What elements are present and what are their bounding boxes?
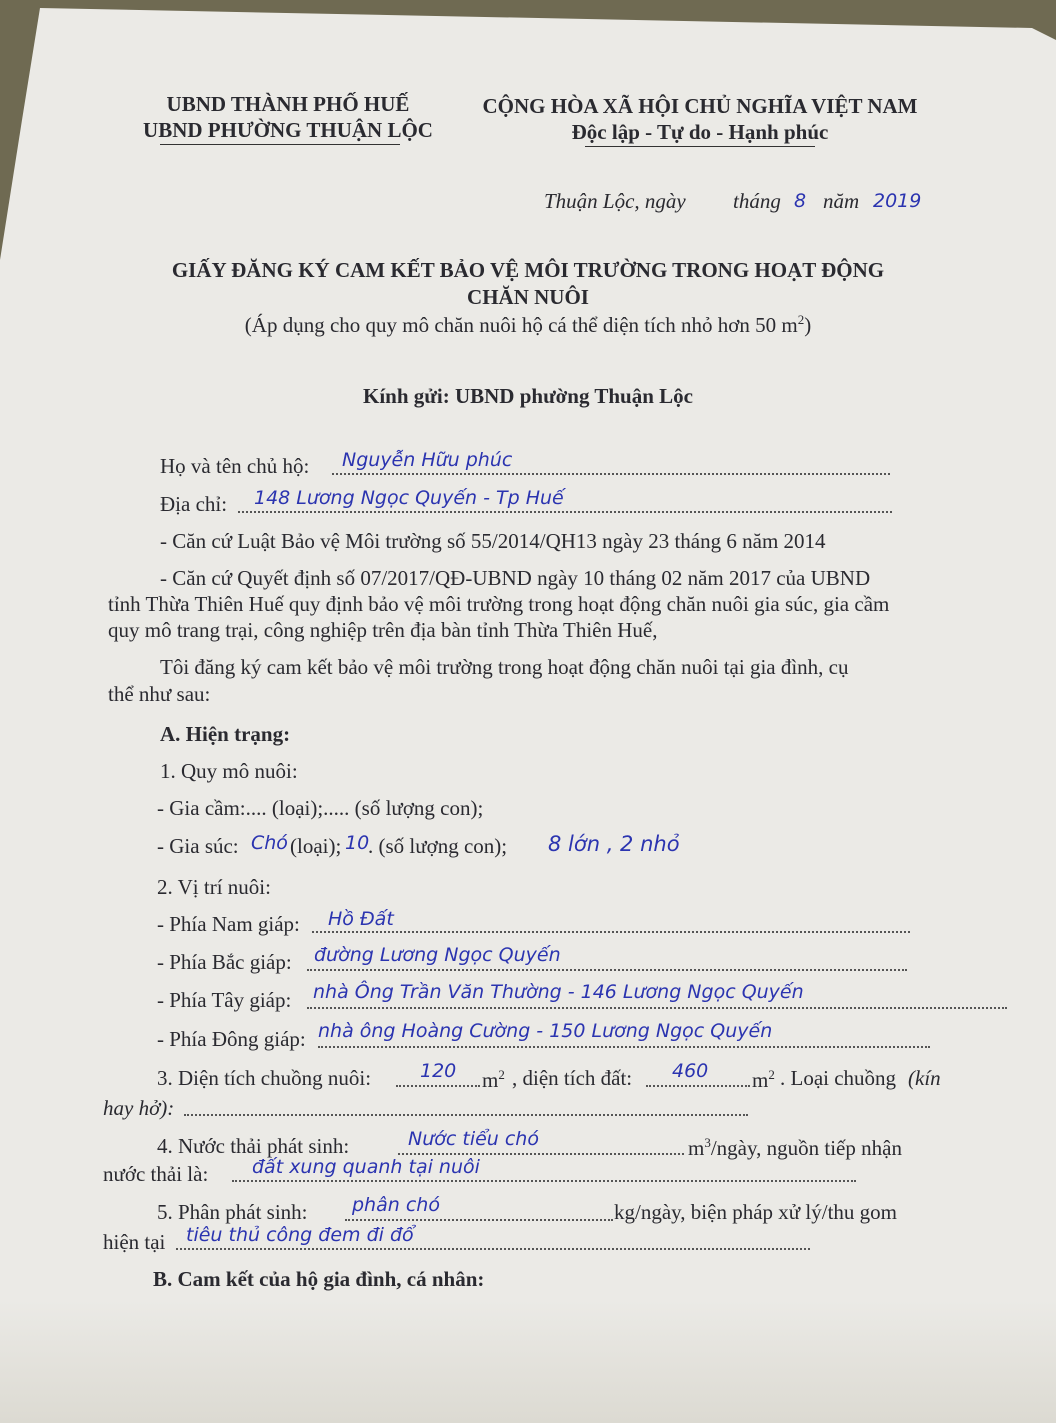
owner-name-label: Họ và tên chủ hộ: <box>160 454 310 478</box>
wastewater-unit: $m^3$/ngày, nguồn tiếp nhận <box>688 1135 902 1160</box>
land-area-dots <box>646 1085 750 1087</box>
west-border-value: nhà Ông Trần Văn Thường - 146 Lương Ngọc Quyến <box>313 981 804 1003</box>
east-border-value: nhà ông Hoàng Cường - 150 Lương Ngọc Quyến <box>318 1020 773 1042</box>
agency-name-city: UBND THÀNH PHỐ HUẾ <box>166 92 410 116</box>
livestock-note: 8 lớn , 2 nhỏ <box>548 832 680 856</box>
date-month-label: tháng <box>733 189 781 213</box>
wastewater-value: Nước tiểu chó <box>408 1128 539 1150</box>
west-border-label: - Phía Tây giáp: <box>157 988 292 1012</box>
date-month-value: 8 <box>794 190 807 212</box>
wastewater-receiver-dots <box>232 1180 856 1182</box>
legal-basis-2-line1: - Căn cứ Quyết định số 07/2017/QĐ-UBND ngày 10 tháng 02 năm 2017 của UBND <box>160 566 871 590</box>
west-border-dots <box>307 1007 1007 1009</box>
livestock-count-value: 10 <box>345 832 370 854</box>
north-border-dots <box>307 969 907 971</box>
manure-dots <box>345 1219 613 1221</box>
commitment-line1: Tôi đăng ký cam kết bảo vệ môi trường trong hoạt động chăn nuôi tại gia đình, cụ <box>160 655 849 679</box>
agency-underline <box>160 144 400 145</box>
date-year-value: 2019 <box>873 190 922 212</box>
land-area-unit: $m^2$ <box>752 1067 775 1092</box>
motto-underline <box>585 146 815 147</box>
scale-heading: 1. Quy mô nuôi: <box>160 759 298 783</box>
barn-type-label: . Loại chuồng <box>780 1066 897 1090</box>
commitment-line2: thể như sau: <box>108 682 211 706</box>
wastewater-receiver-label: nước thải là: <box>103 1162 209 1186</box>
livestock-type-suffix: (loại); <box>290 834 342 858</box>
livestock-count-suffix: . (số lượng con); <box>368 834 508 858</box>
manure-treatment-label: hiện tại <box>103 1230 166 1254</box>
form-title-line1: GIẤY ĐĂNG KÝ CAM KẾT BẢO VỆ MÔI TRƯỜNG TRONG HOẠT ĐỘNG <box>171 258 885 282</box>
legal-basis-2-line2: tỉnh Thừa Thiên Huế quy định bảo vệ môi trường trong hoạt động chăn nuôi gia súc, gia cầm <box>108 592 890 616</box>
wastewater-dots <box>398 1153 684 1155</box>
owner-address-value: 148 Lương Ngọc Quyến - Tp Huế <box>254 487 564 509</box>
barn-type-open-paren: (kín <box>908 1066 941 1090</box>
barn-area-value: 120 <box>420 1060 457 1082</box>
manure-treatment-value: tiêu thủ công đem đi đổ <box>186 1224 414 1246</box>
barn-area-dots <box>396 1085 480 1087</box>
manure-treatment-dots <box>176 1248 810 1250</box>
barn-type-line2: hay hở): <box>103 1096 175 1120</box>
date-place: Thuận Lộc, ngày <box>544 189 686 213</box>
date-year-label: năm <box>823 189 860 213</box>
manure-label: 5. Phân phát sinh: <box>157 1200 308 1224</box>
north-border-label: - Phía Bắc giáp: <box>157 950 292 974</box>
location-heading: 2. Vị trí nuôi: <box>157 875 271 899</box>
wastewater-label: 4. Nước thải phát sinh: <box>157 1134 350 1158</box>
barn-area-unit: $m^2$ <box>482 1067 505 1092</box>
legal-basis-1: - Căn cứ Luật Bảo vệ Môi trường số 55/2014/QH13 ngày 23 tháng 6 năm 2014 <box>160 529 826 553</box>
owner-name-value: Nguyễn Hữu phúc <box>342 449 513 471</box>
owner-name-dots <box>332 473 890 475</box>
south-border-dots <box>312 931 910 933</box>
recipient-line: Kính gửi: UBND phường Thuận Lộc <box>363 384 693 408</box>
poultry-line: - Gia cầm:.... (loại);..... (số lượng con); <box>157 796 484 820</box>
national-title: CỘNG HÒA XÃ HỘI CHỦ NGHĨA VIỆT NAM <box>482 94 918 118</box>
east-border-label: - Phía Đông giáp: <box>157 1027 306 1051</box>
land-area-value: 460 <box>672 1060 709 1082</box>
agency-name-ward: UBND PHƯỜNG THUẬN LỘC <box>143 118 433 142</box>
section-b-heading: B. Cam kết của hộ gia đình, cá nhân: <box>153 1267 485 1291</box>
paper-shadow <box>0 1300 1056 1423</box>
livestock-type-value: Chó <box>251 832 288 854</box>
south-border-label: - Phía Nam giáp: <box>157 912 300 936</box>
form-title-line2: CHĂN NUÔI <box>467 285 589 309</box>
owner-address-label: Địa chỉ: <box>160 492 228 516</box>
section-a-heading: A. Hiện trạng: <box>160 722 291 746</box>
wastewater-receiver-value: đất xung quanh tại nuôi <box>252 1156 480 1178</box>
barn-area-label: 3. Diện tích chuồng nuôi: <box>157 1066 372 1090</box>
north-border-value: đường Lương Ngọc Quyến <box>314 944 561 966</box>
owner-address-dots <box>238 511 892 513</box>
form-subtitle: (Áp dụng cho quy mô chăn nuôi hộ cá thể diện tích nhỏ hơn 50 $m^2$) <box>244 312 812 337</box>
livestock-label: - Gia súc: <box>157 834 239 858</box>
land-area-label: , diện tích đất: <box>512 1066 633 1090</box>
east-border-dots <box>318 1046 930 1048</box>
legal-basis-2-line3: quy mô trang trại, công nghiệp trên địa bàn tỉnh Thừa Thiên Huế, <box>108 618 658 642</box>
south-border-value: Hồ Đất <box>328 908 394 930</box>
manure-unit: kg/ngày, biện pháp xử lý/thu gom <box>614 1200 897 1224</box>
manure-value: phân chó <box>352 1194 440 1216</box>
national-motto: Độc lập - Tự do - Hạnh phúc <box>571 120 829 144</box>
barn-type-dots <box>184 1114 748 1116</box>
